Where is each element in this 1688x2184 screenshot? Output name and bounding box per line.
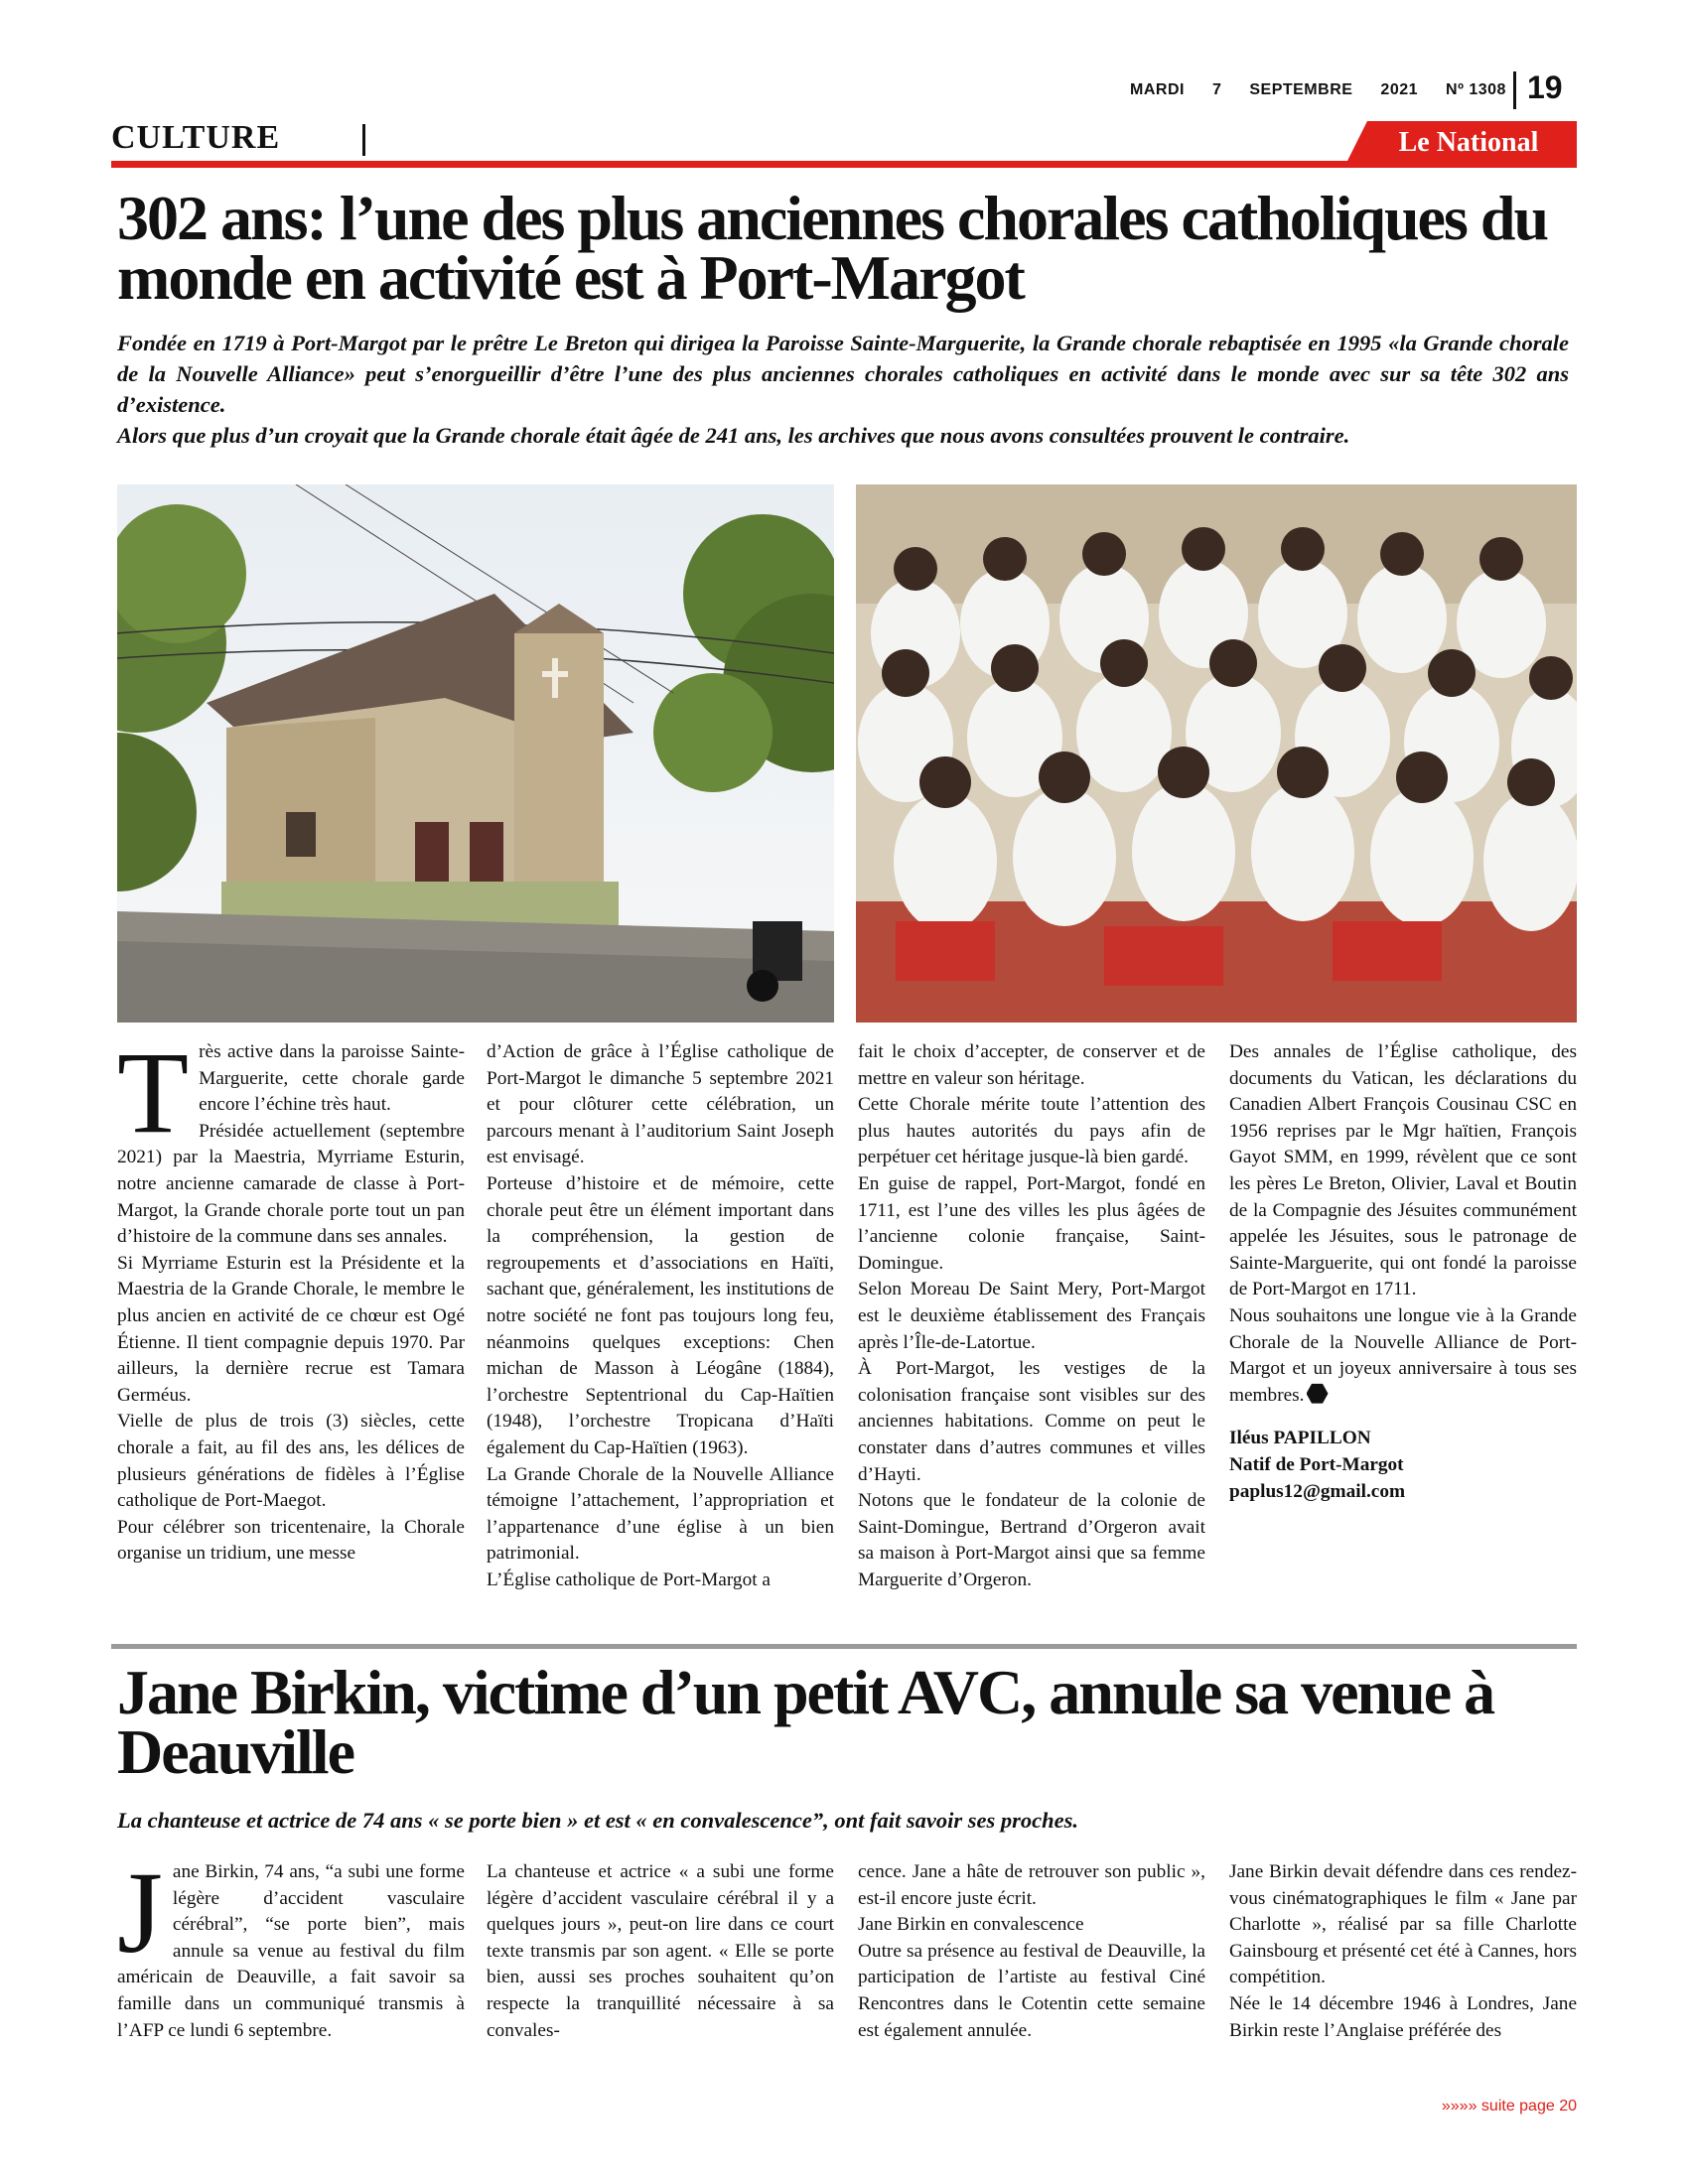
- issue-number: Nº 1308: [1446, 81, 1506, 98]
- issue-year: 2021: [1380, 81, 1419, 98]
- deck-paragraph: Fondée en 1719 à Port-Margot par le prêtre Le Breton qui dirigea la Paroisse Sainte-Marguerite, la Grande chorale rebaptisée en 1995 «la Grande chorale de la Nouvelle Alliance» peut s’enorgueillir d’être l’une des plus anciennes chorales catholiques en activité dans le monde avec sur sa tête 302 ans d’existence.: [117, 331, 1569, 417]
- article-paragraph: En guise de rappel, Port-Margot, fondé en 1711, est l’une des villes les plus âgées de l’ancienne colonie française, Saint-Domingue.: [858, 1172, 1205, 1274]
- article-paragraph: L’Église catholique de Port-Margot a: [487, 1569, 771, 1590]
- article-column-3: [858, 1039, 1205, 1593]
- article-column-4: [1229, 1039, 1577, 1505]
- article-divider: [111, 1644, 1577, 1649]
- issue-date: 7: [1211, 81, 1222, 98]
- section-label: CULTURE: [111, 119, 281, 156]
- article-column-1: [117, 1027, 465, 1568]
- article-subheading: Jane Birkin en convalescence: [858, 1914, 1084, 1936]
- article-paragraph: [117, 1027, 465, 1158]
- issue-month: SEPTEMBRE: [1249, 81, 1353, 98]
- newspaper-brand: Le National: [1398, 127, 1539, 158]
- article-paragraph: [1229, 1303, 1577, 1409]
- article-column-4: [1229, 1859, 1577, 2044]
- article-column-2: [487, 1039, 834, 1593]
- issue-info: [1102, 81, 1506, 99]
- author-email: paplus12@gmail.com: [1229, 1481, 1406, 1503]
- article-paragraph: La chanteuse et actrice « a subi une forme légère d’accident vasculaire cérébral il y a quelques jours », peut-on lire dans ce court texte transmis par son agent. « Elle se porte bien, aussi ses proches souhaitent qu’on respecte la tranquillité nécessaire à sa convales-: [487, 1861, 834, 2041]
- article-column-2: [487, 1859, 834, 2044]
- article-column-1: [117, 1847, 465, 2044]
- page-number: 19: [1527, 69, 1563, 105]
- drop-cap: T: [117, 1027, 190, 1158]
- page-number-divider: [1513, 71, 1516, 109]
- article-headline: 302 ans: l’une des plus anciennes chorales catholiques du monde en activité est à Port-Margot: [117, 183, 1548, 313]
- article-paragraph: Cette Chorale mérite toute l’attention des plus hautes autorités du pays afin de perpétuer cet héritage jusque-là bien gardé.: [858, 1094, 1205, 1168]
- article-deck: [117, 328, 1569, 451]
- article-paragraph: [117, 1847, 465, 2044]
- article-paragraph: d’Action de grâce à l’Église catholique de Port-Margot le dimanche 5 septembre 2021 et pour clôturer cette célébration, un parcours menant à l’auditorium Saint Joseph est envisagé.: [487, 1041, 834, 1168]
- drop-cap: J: [117, 1847, 163, 1978]
- author-name: Iléus PAPILLON: [1229, 1428, 1371, 1449]
- deck-paragraph: Alors que plus d’un croyait que la Grande chorale était âgée de 241 ans, les archives que nous avons consultées prouvent le contraire.: [117, 423, 1350, 448]
- section-divider: [362, 124, 365, 156]
- article-deck: La chanteuse et actrice de 74 ans « se porte bien » et est « en convalescence”, ont fait savoir ses proches.: [117, 1808, 1079, 1833]
- paragraph-text: rès active dans la paroisse Sainte-Marguerite, cette chorale garde encore l’échine très haut.: [199, 1041, 465, 1116]
- article-paragraph: Selon Moreau De Saint Mery, Port-Margot est le deuxième établissement des Français après l’Île-de-Latortue.: [858, 1279, 1205, 1353]
- article-paragraph: Pour célébrer son tricentenaire, la Chorale organise un tridium, une messe: [117, 1516, 465, 1565]
- article-column-3: [858, 1859, 1205, 2044]
- article-paragraph: Outre sa présence au festival de Deauville, la participation de l’artiste au festival Ciné Rencontres dans le Cotentin cette semaine est également annulée.: [858, 1940, 1205, 2041]
- article-paragraph: À Port-Margot, les vestiges de la colonisation française sont visibles sur des anciennes habitations. Comme on peut le constater dans d’autres communes et villes d’Hayti.: [858, 1358, 1205, 1485]
- article-paragraph: Vielle de plus de trois (3) siècles, cette chorale a fait, au fil des ans, les délices de plusieurs générations de fidèles à l’Église catholique de Port-Maegot.: [117, 1411, 465, 1512]
- article-paragraph: La Grande Chorale de la Nouvelle Alliance témoigne l’attachement, l’appropriation et l’appartenance d’une église à un bien patrimonial.: [487, 1463, 834, 1565]
- article-paragraph: Née le 14 décembre 1946 à Londres, Jane Birkin reste l’Anglaise préférée des: [1229, 1992, 1577, 2041]
- article-paragraph: fait le choix d’accepter, de conserver et de mettre en valeur son héritage.: [858, 1041, 1205, 1089]
- article-paragraph: Si Myrriame Esturin est la Présidente et la Maestria de la Grande Chorale, le membre le plus ancien en activité de ce chœur est Ogé Étienne. Il tient compagnie depuis 1970. Par ailleurs, la dernière recrue est Tamara Germéus.: [117, 1252, 465, 1406]
- paragraph-text: Nous souhaitons une longue vie à la Grande Chorale de la Nouvelle Alliance de Port-Margot et un joyeux anniversaire à tous ses membres.: [1229, 1304, 1577, 1406]
- continued-on-page-link[interactable]: »»»» suite page 20: [1441, 2098, 1577, 2115]
- author-signature: [1229, 1425, 1577, 1505]
- choir-photo: [856, 484, 1577, 1023]
- paragraph-text: ane Birkin, 74 ans, “a subi une forme légère d’accident vasculaire cérébral”, “se porte bien”, mais annule sa venue au festival du film américain de Deauville, a fait savoir sa famille dans un communiqué transmis à l’AFP ce lundi 6 septembre.: [117, 1861, 465, 2041]
- article-paragraph: Porteuse d’histoire et de mémoire, cette chorale peut être un élément important dans la compréhension, la gestion de regroupements et d’associations en Haïti, sachant que, généralement, les institutions de notre société ne font pas toujours long feu, néanmoins quelques exceptions: Chen michan de Masson à Léogâne (1884), l’orchestre Septentrional du Cap-Haïtien (1948), l’orchestre Tropicana d’Haïti également du Cap-Haïtien (1963).: [487, 1172, 834, 1458]
- article-paragraph: Présidée actuellement (septembre 2021) par la Maestria, Myrriame Esturin, notre ancienne camarade de classe à Port-Margot, la Grande chorale porte tout un pan d’histoire de la commune dans ses annales.: [117, 1120, 465, 1248]
- article-paragraph: Notons que le fondateur de la colonie de Saint-Domingue, Bertrand d’Orgeron avait sa maison à Port-Margot ainsi que sa femme Marguerite d’Orgeron.: [858, 1490, 1205, 1590]
- issue-day: MARDI: [1130, 81, 1185, 98]
- article-paragraph: Des annales de l’Église catholique, des documents du Vatican, les déclarations du Canadien Albert François Cousinau CSC en 1956 reprises par le Mgr haïtien, François Gayot SMM, en 1999, révèlent que ce sont les pères Le Breton, Olivier, Laval et Boutin de la Compagnie des Jésuites communément appelée les Jésuites, sous le patronage de Sainte-Marguerite, qui ont fondé la paroisse de Port-Margot en 1711.: [1229, 1041, 1577, 1300]
- article-headline: Jane Birkin, victime d’un petit AVC, annule sa venue à Deauville: [117, 1657, 1494, 1787]
- author-role: Natif de Port-Margot: [1229, 1454, 1404, 1476]
- article-end-mark-icon: [1307, 1383, 1329, 1405]
- article-paragraph: cence. Jane a hâte de retrouver son public », est-il encore juste écrit.: [858, 1861, 1205, 1909]
- church-photo: [117, 484, 834, 1023]
- article-paragraph: Jane Birkin devait défendre dans ces rendez-vous cinématographiques le film « Jane par Charlotte », réalisé par sa fille Charlotte Gainsbourg et présenté cet été à Cannes, hors compétition.: [1229, 1861, 1577, 1988]
